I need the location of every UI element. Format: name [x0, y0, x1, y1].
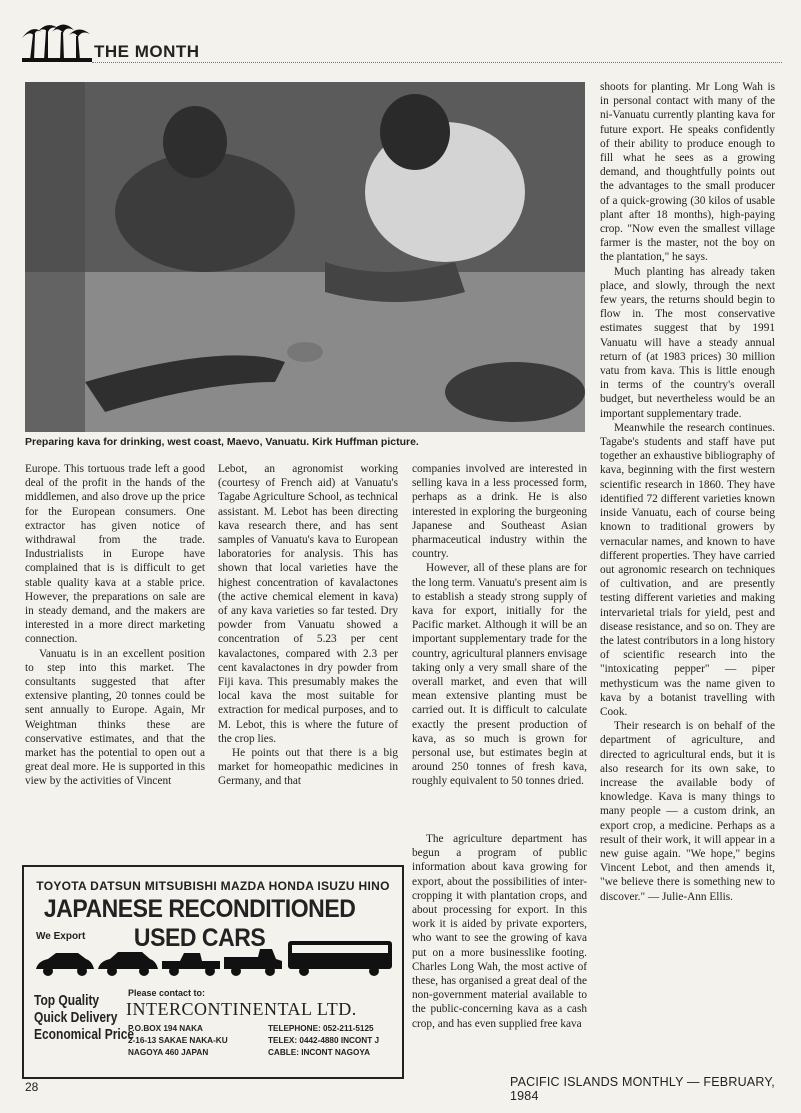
page-header — [22, 20, 782, 65]
paragraph: Meanwhile the research continues. Tagabe's students and staff have put together an exhaustive bibliography of kava, beginning with the first western scientific research in 1860. They have identified 72 different varieties known inside Vanuatu, each of course being known to traditional growers by vernacular names, and known to have different properties. They have carried out agronomic research on techniques of cultivation, and are presently testing different varieties and making intervarietal trials for yield, pest and disease resistance, and so on. They are the latest contributors in a long history of scientific research into the "intoxicating pepper" — piper methysticum was the name given to kava by a botanist travelling with Cook. — [600, 421, 775, 718]
ad-address-line: 2-16-13 SAKAE NAKA-KU — [128, 1036, 228, 1045]
article-column-3 — [412, 462, 587, 789]
ad-headline: JAPANESE RECONDITIONED USED CARS — [43, 895, 356, 952]
ad-contact-line: TELEPHONE: 052-211-5125 — [268, 1024, 374, 1033]
article-column-4 — [600, 80, 775, 904]
ad-contact-line: CABLE: INCONT NAGOYA — [268, 1048, 371, 1057]
ad-quality-list — [34, 992, 134, 1043]
article-column-1 — [25, 462, 205, 789]
page-number: 28 — [25, 1080, 39, 1094]
article-column-3-lower — [412, 832, 587, 1031]
ad-address-line: P.O.BOX 194 NAKA — [128, 1024, 203, 1033]
ad-brands: TOYOTA DATSUN MITSUBISHI MAZDA HONDA ISUZU HINO — [36, 879, 390, 893]
photo-illustration — [25, 82, 585, 432]
paragraph: He points out that there is a big market for homeopathic medicines in Germany, and that — [218, 747, 398, 788]
section-title: THE MONTH — [94, 42, 200, 61]
ad-quality-item: Quick Delivery — [34, 1009, 118, 1026]
ad-quality-item: Economical Price — [34, 1026, 135, 1043]
paragraph: shoots for planting. Mr Long Wah is in personal contact with many of the ni-Vanuatu currently planting kava for future export. He speaks confidently of their ability to produce enough to fill what he sees as a growing demand, and thoughtfully points out the advantages to the small producer of a quick-growing (30 kilos of usable plant after 18 months), high-paying crop. "Now even the smallest village farmer is the master, not the boy on the plantation," he says. — [600, 81, 775, 264]
paragraph: Europe. This tortuous trade left a good deal of the profit in the hands of the middlemen, and also drove up the price for the European consumers. One extractor has given notice of withdrawal from the trade. Industrialists in Europe have complained that is is difficult to get stable quality kava at a stable price. However, the preparations on sale are in steady demand, and the makers are interested in a more direct marketing connection. — [25, 463, 205, 646]
paragraph: Lebot, an agronomist working (courtesy of French aid) at Vanuatu's Tagabe Agriculture School, as technical assistant. M. Lebot has been directing kava research there, and has sent samples of Vanuatu's kava to European laboratories for analysis. This has shown that local varieties have the highest concentration of kavalactones (the active chemical element in kava) of any kava varieties so far tested. Dry powder from Vanuatu showed a concentration of 5.23 per cent kavalactones, compared with 2.3 per cent kavalactones in dry powder from Fiji kava. This presumably makes the local kava the most suitable for extraction for medical purposes, and to M. Lebot, this is where the future of the crop lies. — [218, 463, 398, 745]
header-rule — [92, 62, 782, 63]
paragraph: companies involved are interested in selling kava in a less processed form, perhaps as a drink. He is also interested in exploring the burgeoning Japanese and Southeast Asian pharmaceutical industry within the country. — [412, 463, 587, 561]
paragraph: Much planting has already taken place, and slowly, through the next few years, the returns should begin to flow in. The most conservative estimates suggest that by 1991 Vanuatu will have a steady annual return of (at 1983 prices) 30 million vatu from kava. This is little enough in terms of the country's overall budget, but nevertheless would be an important supplementary trade. — [600, 265, 775, 420]
ad-contact-line: TELEX: 0442-4880 INCONT J — [268, 1036, 380, 1045]
vehicles-icon — [34, 939, 394, 981]
paragraph: The agriculture department has begun a program of public information about kava growing for export, about the possibilities of inter-cropping it with plantation crops, and about processing for export. In this work it is aided by private exporters, who want to see the growing of kava put on a more businesslike footing. Charles Long Wah, the most active of these, has organised a great deal of the non-government material available to the public-concerning kava as a cash crop, and has even supplied free kava — [412, 833, 587, 1030]
palm-tree-logo — [22, 20, 92, 62]
ad-contact-label: Please contact to: — [128, 988, 206, 998]
ad-contacts — [268, 1023, 379, 1059]
paragraph: Their research is on behalf of the department of agriculture, and directed to agricultural ends, but it is also research for its own sake, to increase the available body of knowledge. Kava is many things to many people — a custom drink, an export crop, a medicine. Perhaps as a result of their work, it will appear in a new guise again. "We hope," begins Vincent Lebot, and then amends it, "we believe there is something new to discover." — Julie-Ann Ellis. — [600, 720, 775, 903]
paragraph: Vanuatu is in an excellent position to step into this market. The consultants suggested that after extensive planting, 20 tonnes could be sent annually to Europe. Again, Mr Weightman thinks these are conservative estimates, and that the market has the potential to open out a great deal more. He is supported in this view by the activities of Vincent — [25, 647, 205, 788]
car-advertisement — [22, 865, 404, 1079]
ad-company-name: INTERCONTINENTAL LTD. — [126, 999, 357, 1019]
ad-quality-item: Top Quality — [34, 992, 100, 1009]
kava-photo — [25, 82, 585, 432]
article-column-2 — [218, 462, 398, 789]
ad-export: We Export — [36, 931, 86, 942]
publication-footer: PACIFIC ISLANDS MONTHLY — FEBRUARY, 1984 — [510, 1075, 775, 1103]
photo-caption: Preparing kava for drinking, west coast, Maevo, Vanuatu. Kirk Huffman picture. — [25, 436, 419, 448]
paragraph: However, all of these plans are for the long term. Vanuatu's present aim is to establish a steady strong supply of kava for export, initially for the Pacific market. Although it will be an important supplementary trade for the country, agricultural planners envisage taking only a very small share of the overall market, and even that will mean extensive planting must be carried out. It is difficult to calculate exactly the present production of kava, as so much is grown for personal use, but estimates begin at around 250 tonnes of fresh kava, roughly equivalent to 50 tonnes dried. — [412, 562, 587, 788]
ad-address-line: NAGOYA 460 JAPAN — [128, 1048, 209, 1057]
ad-address — [128, 1023, 228, 1059]
